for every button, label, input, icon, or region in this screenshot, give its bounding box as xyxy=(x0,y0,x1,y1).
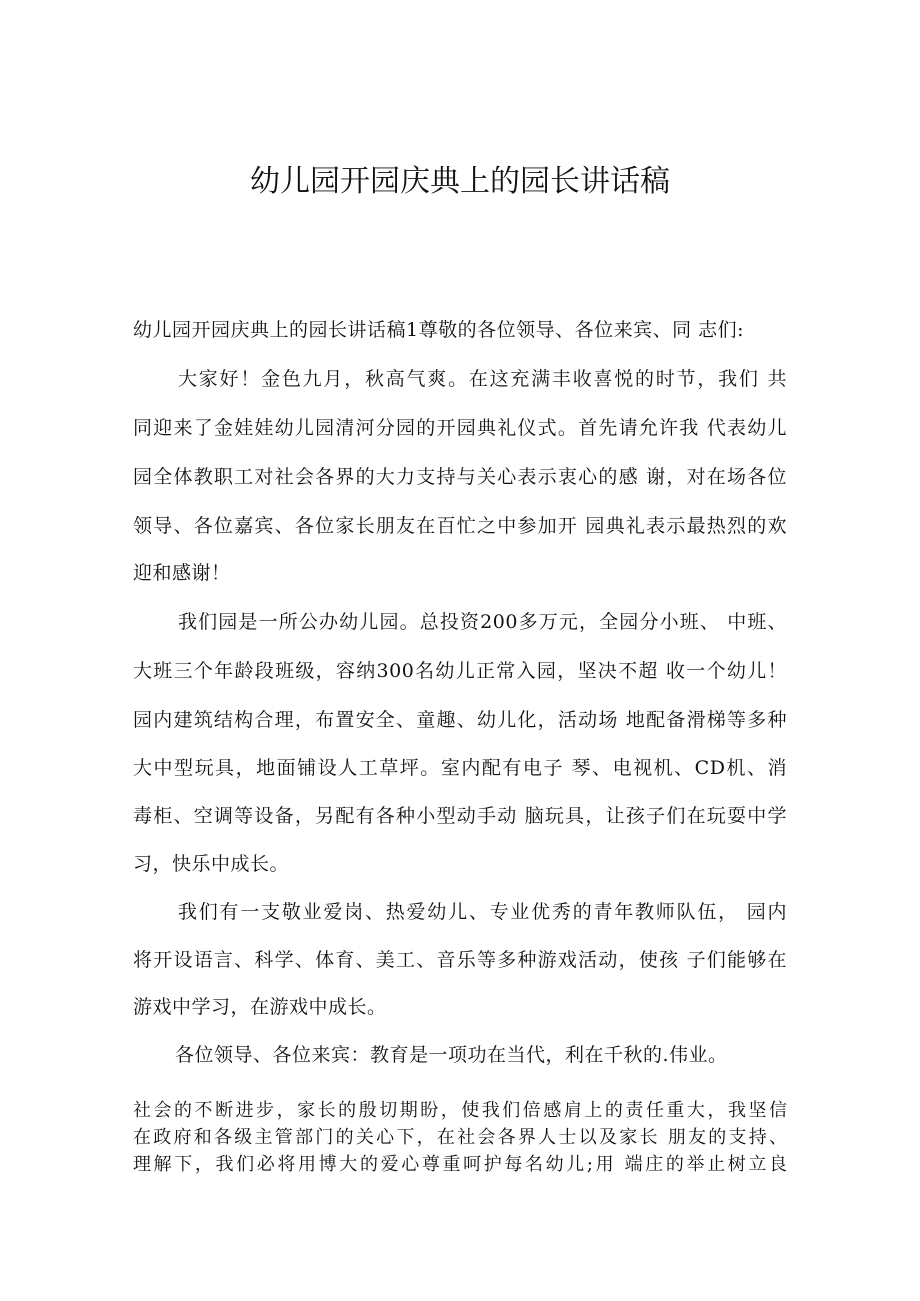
text-line: 游戏中学习，在游戏中成长。 xyxy=(133,996,387,1018)
text-line: 各位领导、各位来宾：教育是一项功在当代，利在千秋的.伟业。 xyxy=(175,1044,728,1066)
text-line: 社会的不断进步，家长的殷切期盼，使我们倍感肩上的责任重大，我坚信 xyxy=(133,1100,787,1121)
text-line-intro: 幼儿园开园庆典上的园长讲话稿1尊敬的各位领导、各位来宾、同 志们: xyxy=(133,319,745,341)
text-line: 我们园是一所公办幼儿园。总投资200多万元，全园分小班、 中班、 xyxy=(178,611,787,633)
text-line: 领导、各位嘉宾、各位家长朋友在百忙之中参加开 园典礼表示最热烈的欢 xyxy=(133,515,787,537)
text-line: 习，快乐中成长。 xyxy=(133,853,290,875)
text-line: 我们有一支敬业爱岗、热爱幼儿、专业优秀的青年教师队伍， 园内 xyxy=(178,901,787,923)
text-line: 在政府和各级主管部门的关心下，在社会各界人士以及家长 朋友的支持、 xyxy=(133,1127,787,1148)
text-line: 将开设语言、科学、体育、美工、音乐等多种游戏活动，使孩 子们能够在 xyxy=(133,949,787,971)
text-line: 大家好！金色九月，秋高气爽。在这充满丰收喜悦的时节，我们 共 xyxy=(178,368,787,390)
text-line: 理解下，我们必将用博大的爱心尊重呵护每名幼儿;用 端庄的举止树立良 xyxy=(133,1154,787,1175)
text-line: 毒柜、空调等设备，另配有各种小型动手动 脑玩具，让孩子们在玩耍中学 xyxy=(133,805,787,827)
text-line: 同迎来了金娃娃幼儿园清河分园的开园典礼仪式。首先请允许我 代表幼儿 xyxy=(133,417,787,439)
text-line: 园全体教职工对社会各界的大力支持与关心表示衷心的感 谢，对在场各位 xyxy=(133,466,787,488)
text-line: 园内建筑结构合理，布置安全、童趣、幼儿化，活动场 地配备滑梯等多种 xyxy=(133,709,787,731)
text-line: 大班三个年龄段班级，容纳300名幼儿正常入园，坚决不超 收一个幼儿！ xyxy=(133,660,787,682)
text-line: 迎和感谢！ xyxy=(133,562,231,584)
page-title: 幼儿园开园庆典上的园长讲话稿 xyxy=(250,164,670,199)
text-line: 大中型玩具，地面铺设人工草坪。室内配有电子 琴、电视机、CD机、消 xyxy=(133,757,787,779)
